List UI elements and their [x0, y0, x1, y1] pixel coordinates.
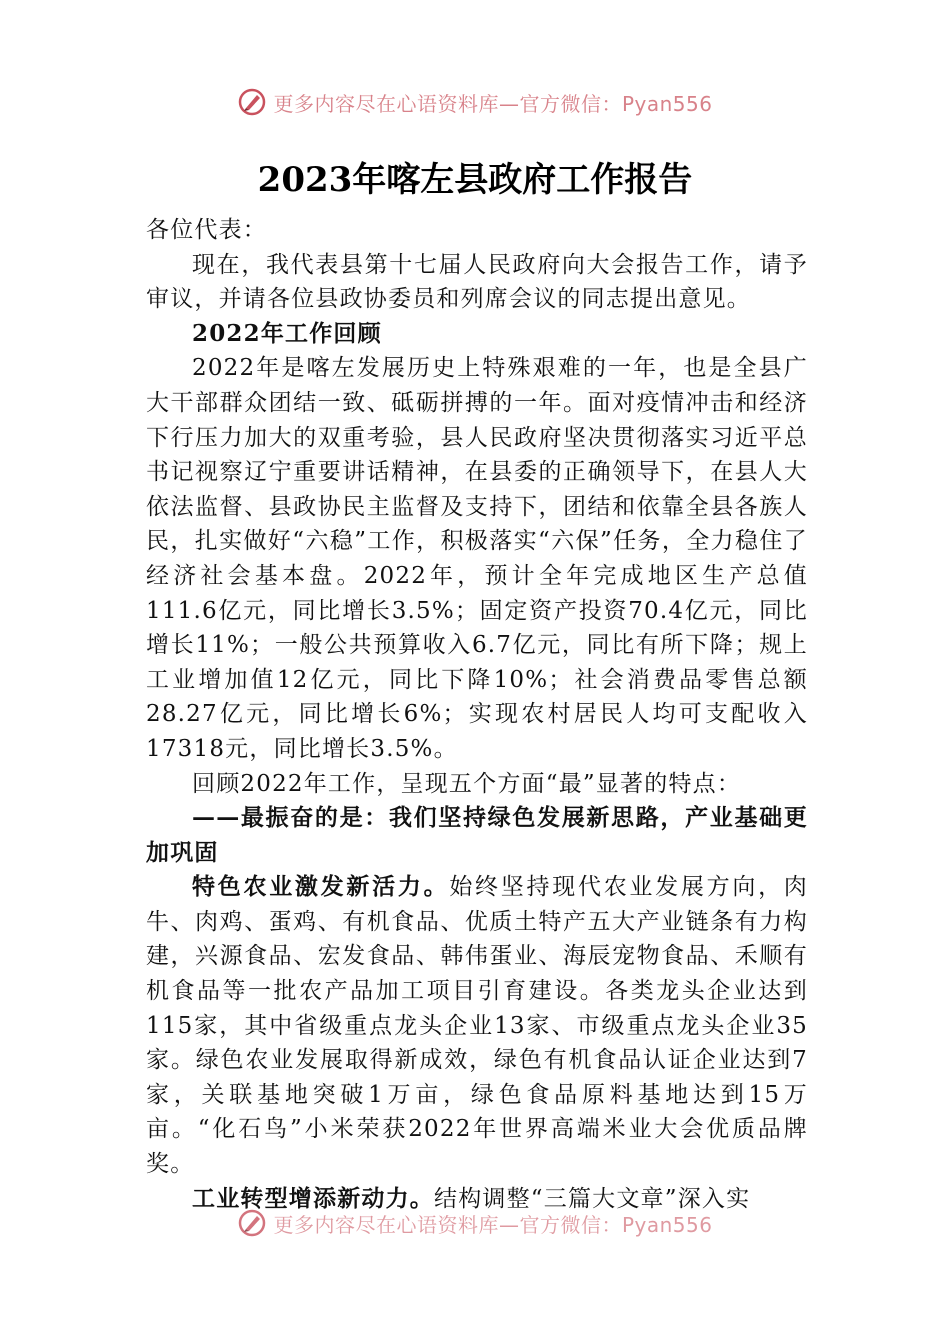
agriculture-paragraph	[146, 870, 808, 1181]
review-paragraph: 2022年是喀左发展历史上特殊艰难的一年，也是全县广大干部群众团结一致、砥砺拼搏的一年。面对疫情冲击和经济下行压力加大的双重考验，县人民政府坚决贯彻落实习近平总书记视察辽宁重要讲话精神，在县委的正确领导下，在县人大依法监督、县政协民主监督及支持下，团结和依靠全县各族人民，扎实做好“六稳”工作，积极落实“六保”任务，全力稳住了经济社会基本盘。2022年，预计全年完成地区生产总值111.6亿元，同比增长3.5%；固定资产投资70.4亿元，同比增长11%；一般公共预算收入6.7亿元，同比有所下降；规上工业增加值12亿元，同比下降10%；社会消费品零售总额28.27亿元，同比增长6%；实现农村居民人均可支配收入17318元，同比增长3.5%。	[146, 355, 808, 762]
industry-body: 结构调整“三篇大文章”深入实	[434, 1185, 751, 1212]
intro-paragraph: 现在，我代表县第十七届人民政府向大会报告工作，请予审议，并请各位县政协委员和列席会议的同志提出意见。	[146, 251, 808, 313]
salutation: 各位代表：	[146, 217, 267, 243]
document-body	[146, 213, 808, 1216]
watermark-text: 更多内容尽在心语资料库—官方微信：Pyan556	[273, 1212, 713, 1237]
features-intro-paragraph: 回顾2022年工作，呈现五个方面“最”显著的特点：	[192, 770, 742, 797]
agriculture-lead: 特色农业激发新活力。	[192, 873, 450, 901]
industry-lead: 工业转型增添新动力。	[192, 1184, 434, 1212]
pen-logo-icon	[237, 87, 267, 117]
watermark-text: 更多内容尽在心语资料库—官方微信：Pyan556	[273, 91, 713, 116]
page-title: 2023年喀左县政府工作报告	[257, 160, 693, 200]
watermark-header	[0, 82, 950, 122]
agriculture-body: 始终坚持现代农业发展方向，肉牛、肉鸡、蛋鸡、有机食品、优质土特产五大产业链条有力构建，兴源食品、宏发食品、韩伟蛋业、海辰宠物食品、禾顺有机食品等一批农产品加工项目引育建设。各类龙头企业达到115家，其中省级重点龙头企业13家、市级重点龙头企业35家。绿色农业发展取得新成效，绿色有机食品认证企业达到7家，关联基地突破1万亩，绿色食品原料基地达到15万亩。“化石鸟”小米荣获2022年世界高端米业大会优质品牌奖。	[146, 874, 809, 1178]
pen-logo-icon	[237, 1208, 267, 1238]
bold-subheading: ——最振奋的是：我们坚持绿色发展新思路，产业基础更加巩固	[146, 804, 808, 866]
watermark-footer	[0, 1203, 950, 1243]
section-heading: 2022年工作回顾	[192, 319, 382, 347]
